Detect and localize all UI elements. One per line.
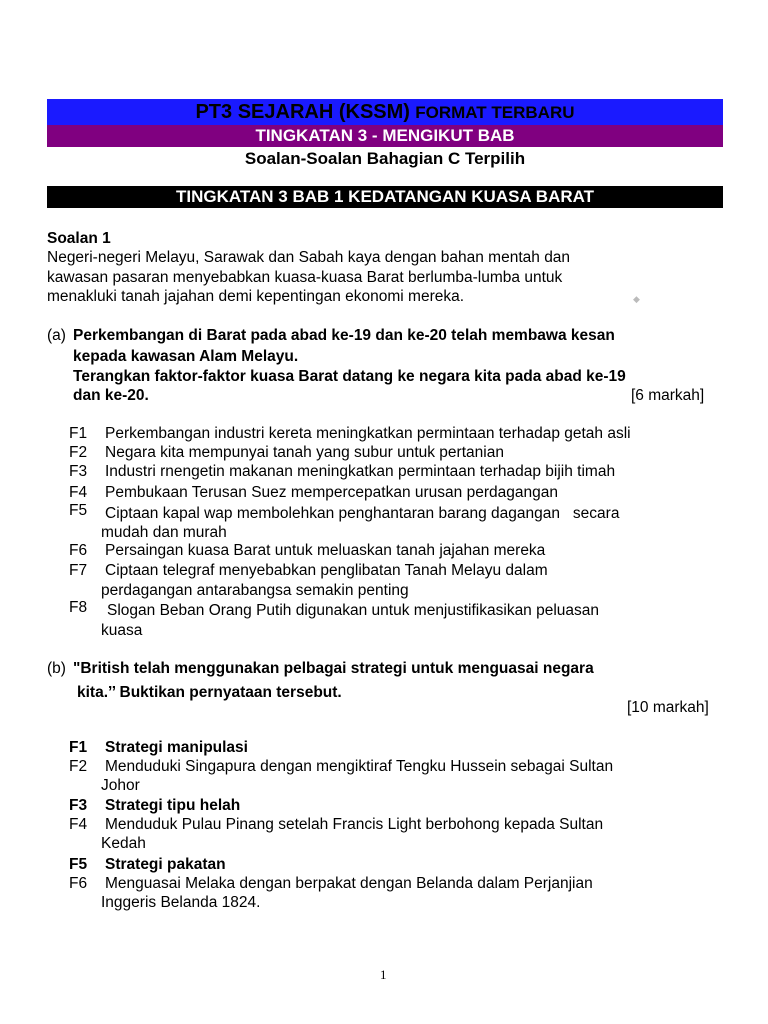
intro-line-2: kawasan pasaran menyebabkan kuasa-kuasa Barat berlumba-lumba untuk bbox=[47, 269, 563, 286]
answer-text-cont: mudah dan murah bbox=[101, 524, 227, 541]
page-number: 1 bbox=[380, 967, 387, 982]
answer-code: F7 bbox=[69, 562, 88, 579]
answer-text: Menduduk Pulau Pinang setelah Francis Light berbohong kepada Sultan bbox=[105, 816, 604, 833]
answer-text-cont: Inggeris Belanda 1824. bbox=[101, 894, 261, 911]
answer-code: F2 bbox=[69, 758, 88, 775]
level-banner: TINGKATAN 3 - MENGIKUT BAB bbox=[47, 125, 723, 147]
question-heading: Soalan 1 bbox=[47, 230, 111, 247]
part-a-line-4: dan ke-20. bbox=[73, 387, 149, 404]
answer-text: Persaingan kuasa Barat untuk meluaskan tanah jajahan mereka bbox=[105, 542, 546, 559]
intro-line-1: Negeri-negeri Melayu, Sarawak dan Sabah kaya dengan bahan mentah dan bbox=[47, 249, 571, 266]
answer-text: Menduduki Singapura dengan mengiktiraf Tengku Hussein sebagai Sultan bbox=[105, 758, 614, 775]
decorative-diamond-icon: ◆ bbox=[633, 294, 640, 304]
answer-text-cont: Johor bbox=[101, 777, 140, 794]
intro-line-3: menakluki tanah jajahan demi kepentingan ekonomi mereka. bbox=[47, 288, 465, 305]
title-banner bbox=[47, 99, 723, 125]
title-main: PT3 SEJARAH (KSSM) bbox=[195, 101, 410, 123]
answer-code: F3 bbox=[69, 797, 88, 814]
answer-text: Negara kita mempunyai tanah yang subur untuk pertanian bbox=[105, 444, 504, 461]
part-b-marks: [10 markah] bbox=[627, 699, 709, 716]
answer-code: F4 bbox=[69, 484, 88, 501]
answer-text-cont: perdagangan antarabangsa semakin penting bbox=[101, 582, 409, 599]
answer-text: Strategi tipu helah bbox=[105, 797, 241, 814]
answer-text: Menguasai Melaka dengan berpakat dengan Belanda dalam Perjanjian bbox=[105, 875, 593, 892]
subtitle: Soalan-Soalan Bahagian C Terpilih bbox=[244, 149, 526, 168]
answer-code: F6 bbox=[69, 542, 88, 559]
answer-text-cont: Kedah bbox=[101, 835, 146, 852]
answer-text: Strategi manipulasi bbox=[105, 739, 248, 756]
answer-code: F1 bbox=[69, 739, 88, 756]
answer-text: Ciptaan telegraf menyebabkan penglibatan Tanah Melayu dalam bbox=[105, 562, 548, 579]
answer-text: Industri rnengetin makanan meningkatkan permintaan terhadap bijih timah bbox=[105, 463, 616, 480]
part-a-line-2: kepada kawasan Alam Melayu. bbox=[73, 348, 299, 365]
answer-text: Slogan Beban Orang Putih digunakan untuk menjustifikasikan peluasan bbox=[107, 602, 600, 619]
answer-text: Strategi pakatan bbox=[105, 856, 226, 873]
answer-code: F4 bbox=[69, 816, 88, 833]
answer-code: F8 bbox=[69, 599, 88, 616]
part-a-label: (a) bbox=[47, 327, 66, 344]
answer-code: F5 bbox=[69, 502, 88, 519]
answer-text: Pembukaan Terusan Suez mempercepatkan urusan perdagangan bbox=[105, 484, 558, 501]
part-b-label: (b) bbox=[47, 660, 66, 677]
chapter-banner: TINGKATAN 3 BAB 1 KEDATANGAN KUASA BARAT bbox=[47, 186, 723, 208]
part-a-line-1: Perkembangan di Barat pada abad ke-19 dan ke-20 telah membawa kesan bbox=[73, 327, 615, 344]
part-a-line-3: Terangkan faktor-faktor kuasa Barat datang ke negara kita pada abad ke-19 bbox=[73, 368, 626, 385]
answer-text: Ciptaan kapal wap membolehkan penghantaran barang dagangan secara bbox=[105, 505, 620, 522]
answer-code: F6 bbox=[69, 875, 88, 892]
answer-text: Perkembangan industri kereta meningkatkan permintaan terhadap getah asli bbox=[105, 425, 631, 442]
part-a-marks: [6 markah] bbox=[631, 387, 705, 404]
answer-code: F3 bbox=[69, 463, 88, 480]
part-b-line-1: "British telah menggunakan pelbagai strategi untuk menguasai negara bbox=[73, 660, 594, 677]
answer-code: F2 bbox=[69, 444, 88, 461]
answer-code: F1 bbox=[69, 425, 88, 442]
answer-code: F5 bbox=[69, 856, 88, 873]
part-b-line-2: kita.’’ Buktikan pernyataan tersebut. bbox=[77, 684, 342, 701]
answer-text-cont: kuasa bbox=[101, 622, 143, 639]
title-format: FORMAT TERBARU bbox=[415, 103, 575, 122]
